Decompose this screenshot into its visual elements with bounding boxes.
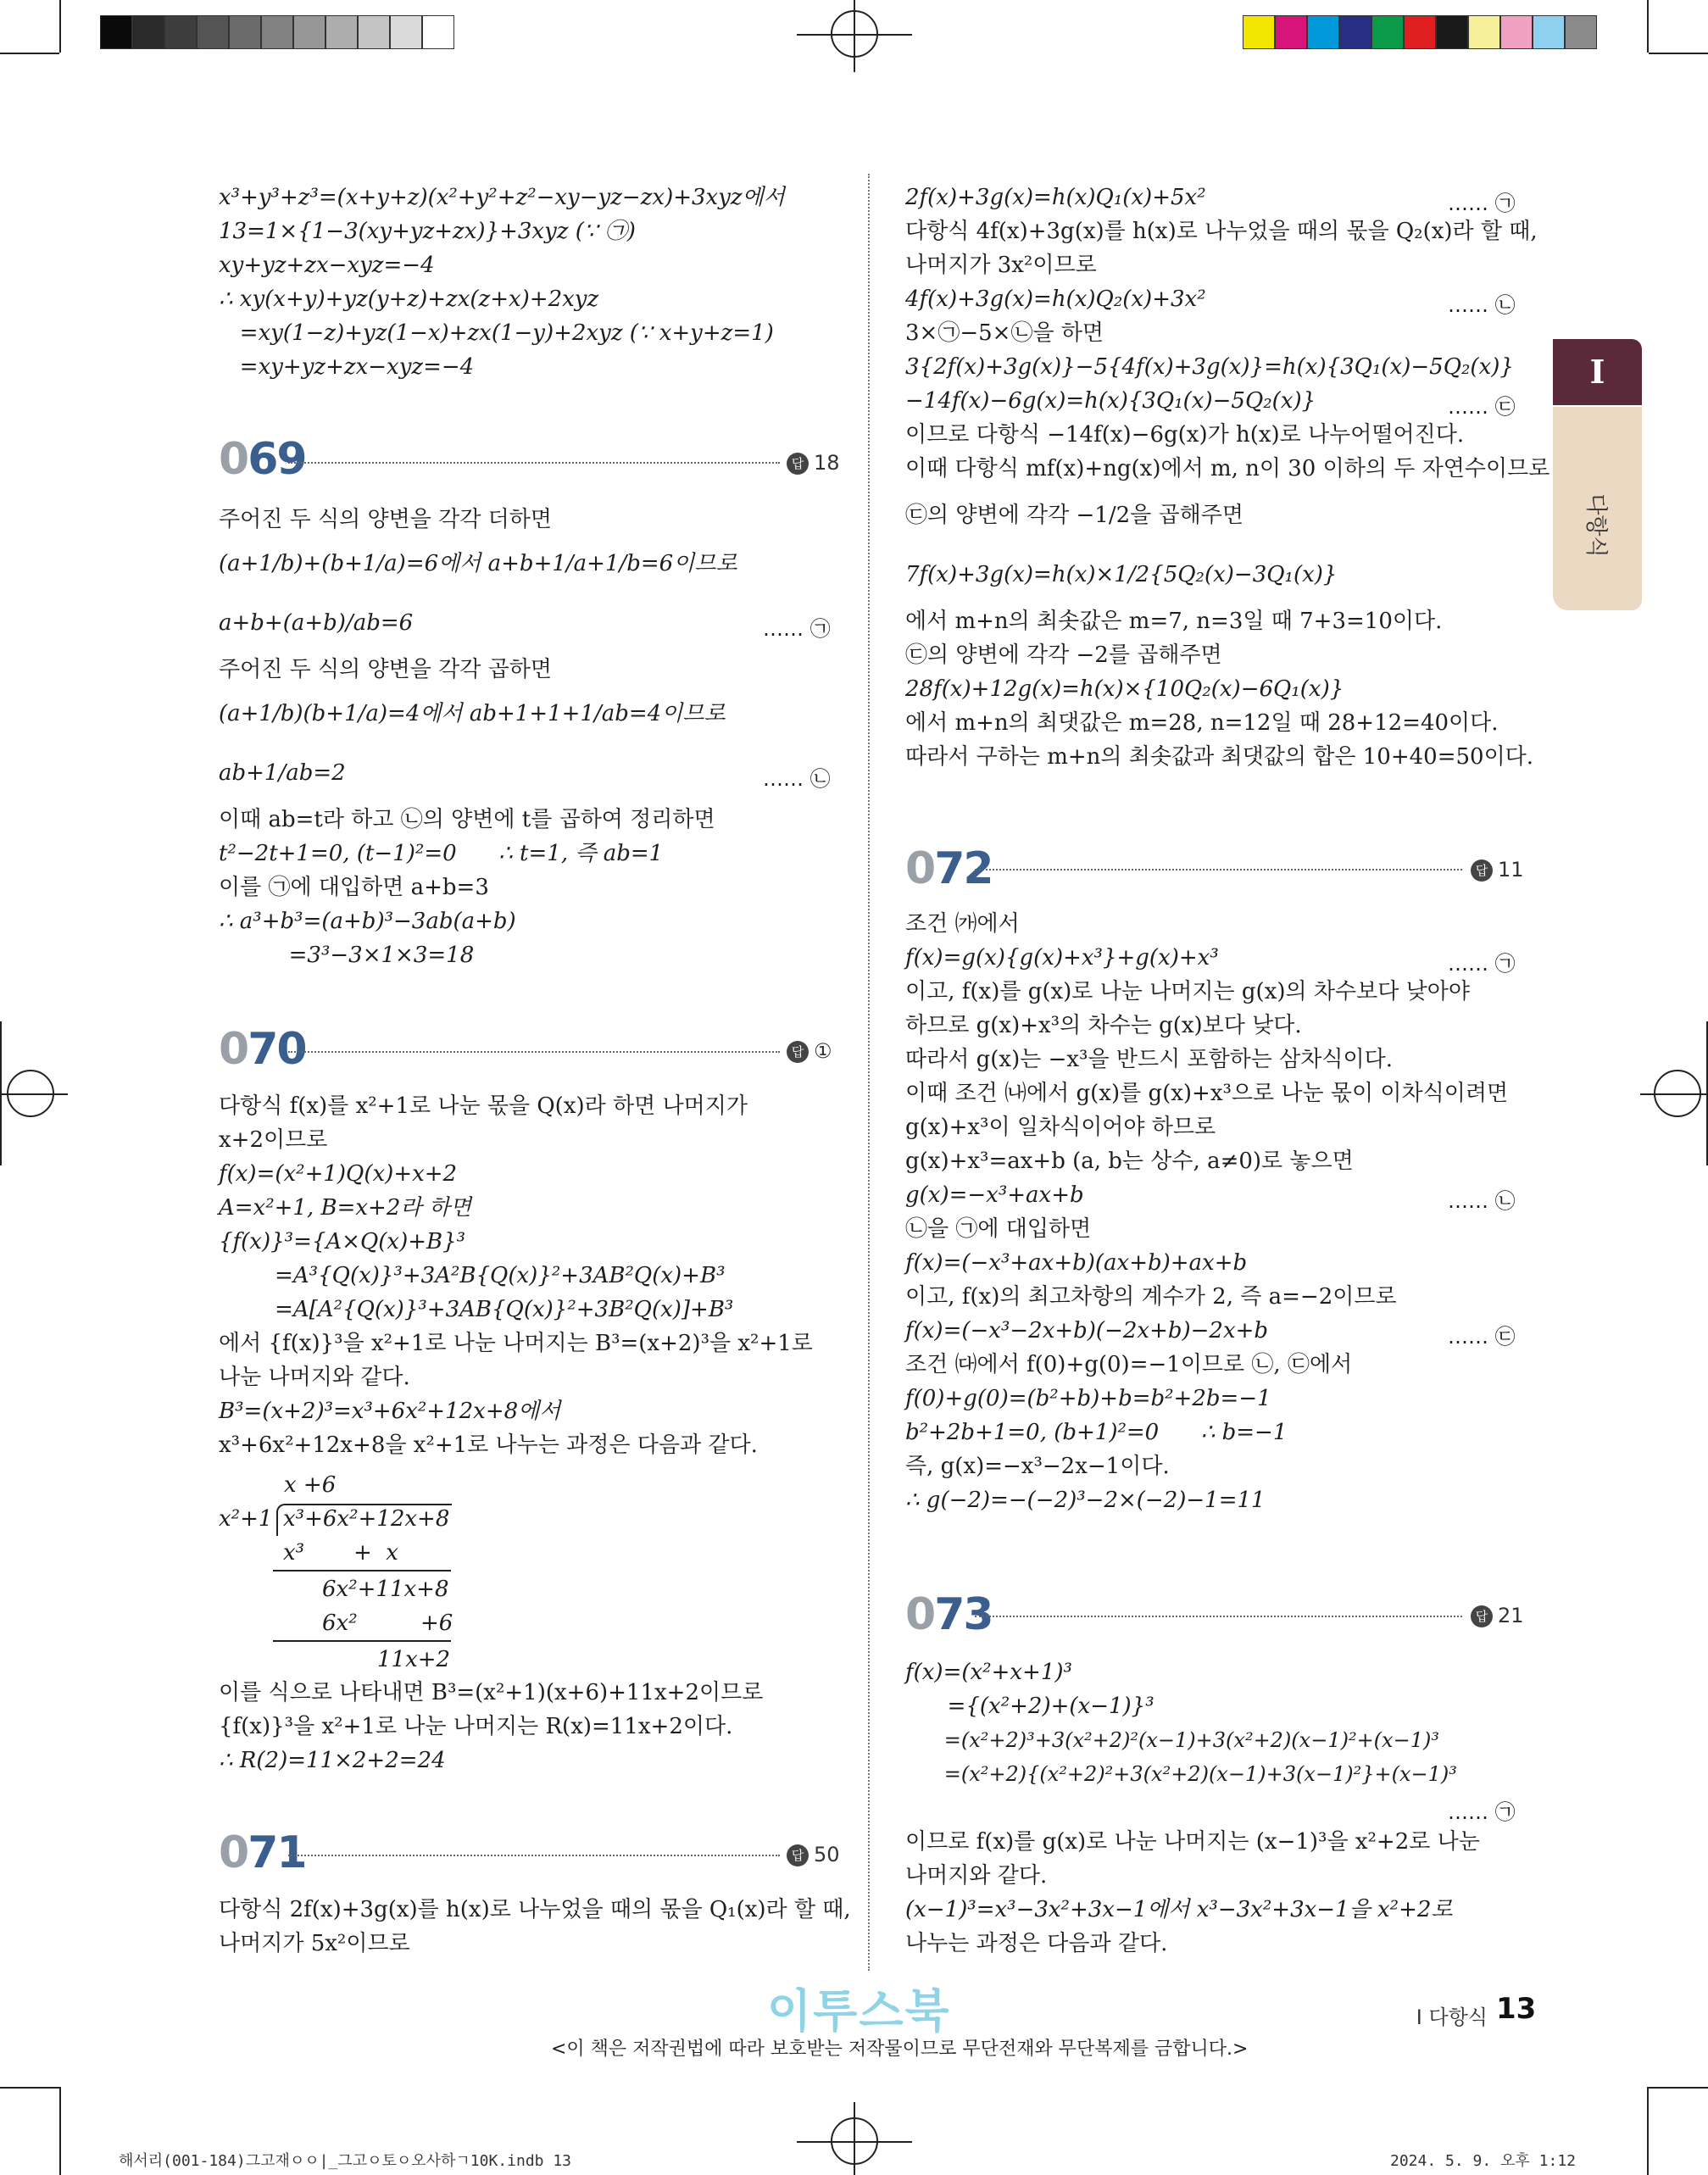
text-line: 다항식 4f(x)+3g(x)를 h(x)로 나누었을 때의 몫을 Q₂(x)라 할 때, [905, 219, 1538, 244]
equation-tag: …… ㉠ [1448, 1800, 1516, 1824]
equation-tag: …… ㉢ [1448, 395, 1516, 419]
text-line: −14f(x)−6g(x)=h(x){3Q₁(x)−5Q₂(x)} [905, 388, 1316, 414]
text-line: ㉢의 양변에 각각 −2를 곱해주면 [905, 642, 1222, 668]
text-line: 28f(x)+12g(x)=h(x)×{10Q₂(x)−6Q₁(x)} [905, 676, 1344, 702]
equation-tag: …… ㉠ [763, 617, 831, 641]
crop-mark [1647, 0, 1649, 53]
publisher-logo: 이투스북 [767, 1984, 951, 2038]
crop-mark [59, 0, 61, 53]
gray-swatch [358, 15, 390, 49]
text-line: 이므로 다항식 −14f(x)−6g(x)가 h(x)로 나누어떨어진다. [905, 422, 1465, 448]
text-line: =3³−3×1×3=18 [219, 943, 475, 968]
text-line: {f(x)}³을 x²+1로 나눈 나머지는 R(x)=11x+2이다. [219, 1714, 733, 1739]
text-line: 이때 ab=t라 하고 ㉡의 양변에 t를 곱하여 정리하면 [219, 807, 715, 832]
gray-swatch [325, 15, 358, 49]
text-line: ab+1/ab=2 [219, 760, 346, 786]
gray-swatch [229, 15, 261, 49]
equation-tag: …… ㉠ [1448, 192, 1516, 215]
gray-swatch [164, 15, 197, 49]
gray-swatch [261, 15, 293, 49]
text-line: 이를 식으로 나타내면 B³=(x²+1)(x+6)+11x+2이므로 [219, 1680, 764, 1705]
problem-number-070: 070 [219, 1024, 306, 1075]
division-rule [273, 1570, 451, 1571]
text-line: f(x)=(−x³−2x+b)(−2x+b)−2x+b [905, 1318, 1269, 1343]
text-line: 13=1×{1−3(xy+yz+zx)}+3xyz (∵ ㉠) [219, 219, 636, 244]
gray-swatch [132, 15, 164, 49]
color-swatch [1404, 15, 1436, 49]
text-line: A=x²+1, B=x+2라 하면 [219, 1195, 471, 1221]
answer-badge [787, 1039, 832, 1063]
division-dividend: x³+6x²+12x+8 [283, 1506, 450, 1532]
text-line: g(x)+x³이 일차식이어야 하므로 [905, 1115, 1216, 1140]
crop-mark [0, 2087, 59, 2089]
text-line: a+b+(a+b)/ab=6 [219, 610, 414, 636]
color-swatch [1339, 15, 1371, 49]
crop-mark [1649, 53, 1708, 54]
text-line: (x−1)³=x³−3x²+3x−1에서 x³−3x²+3x−1을 x²+2로 [905, 1897, 1453, 1922]
text-line: 나머지가 3x²이므로 [905, 253, 1097, 278]
text-line: g(x)=−x³+ax+b [905, 1182, 1084, 1208]
division-rule [273, 1640, 451, 1642]
copyright-notice: <이 책은 저작권법에 따라 보호받는 저작물이므로 무단전재와 무단복제를 금합니다.> [551, 2039, 1249, 2060]
text-line: g(x)+x³=ax+b (a, b는 상수, a≠0)로 놓으면 [905, 1149, 1354, 1174]
registration-cross [854, 2102, 855, 2175]
text-line: 2f(x)+3g(x)=h(x)Q₁(x)+5x² [905, 185, 1206, 210]
text-line: f(x)=(x²+1)Q(x)+x+2 [219, 1161, 458, 1187]
color-swatch [1275, 15, 1307, 49]
color-swatch [1243, 15, 1275, 49]
division-step: 6x² +6 [322, 1610, 453, 1636]
color-swatch [1371, 15, 1404, 49]
text-line: 나눈 나머지와 같다. [219, 1365, 410, 1390]
text-line: 이고, f(x)를 g(x)로 나눈 나머지는 g(x)의 차수보다 낮아야 [905, 979, 1470, 1004]
text-line: =xy+yz+zx−xyz=−4 [219, 354, 475, 380]
equation-tag: …… ㉠ [1448, 952, 1516, 976]
equation-tag: …… ㉡ [763, 767, 831, 791]
answer-badge [1471, 858, 1524, 882]
text-line: 3{2f(x)+3g(x)}−5{4f(x)+3g(x)}=h(x){3Q₁(x)−5Q₂(x)} [905, 354, 1514, 380]
dotted-leader [288, 1855, 780, 1856]
division-quotient: x +6 [284, 1472, 337, 1498]
answer-badge [787, 1843, 840, 1866]
gray-swatch [390, 15, 422, 49]
text-line: f(x)=(−x³+ax+b)(ax+b)+ax+b [905, 1250, 1248, 1276]
crop-mark [1649, 2087, 1708, 2089]
registration-cross [0, 1093, 68, 1095]
chapter-tab-label: 다항식 [1583, 493, 1609, 558]
text-line: 이를 ㉠에 대입하면 a+b=3 [219, 875, 489, 900]
text-line: 조건 ㈎에서 [905, 911, 1020, 937]
answer-value: 21 [1498, 1604, 1524, 1627]
text-line: ={(x²+2)+(x−1)}³ [905, 1694, 1154, 1719]
problem-number-069: 069 [219, 434, 306, 485]
dotted-leader [975, 1616, 1462, 1617]
color-swatch [1468, 15, 1500, 49]
column-divider [868, 174, 870, 1971]
text-line: 나누는 과정은 다음과 같다. [905, 1931, 1168, 1956]
text-line: {f(x)}³={A×Q(x)+B}³ [219, 1229, 466, 1254]
text-line: ∴ xy(x+y)+yz(y+z)+zx(z+x)+2xyz [219, 286, 599, 312]
color-swatch [1565, 15, 1597, 49]
chapter-tab-roman: I [1553, 339, 1642, 405]
dotted-leader [975, 869, 1462, 871]
text-line: x³+y³+z³=(x+y+z)(x²+y²+z²−xy−yz−zx)+3xyz에서 [219, 185, 785, 210]
text-line: 주어진 두 식의 양변을 각각 더하면 [219, 507, 552, 532]
division-divisor: x²+1 [219, 1506, 273, 1532]
text-line: xy+yz+zx−xyz=−4 [219, 253, 435, 278]
text-line: =(x²+2){(x²+2)²+3(x²+2)(x−1)+3(x−1)²}+(x−1)³ [905, 1762, 1457, 1786]
text-line: (a+1/b)+(b+1/a)=6에서 a+b+1/a+1/b=6이므로 [219, 551, 737, 576]
gray-swatch [422, 15, 454, 49]
answer-badge [787, 451, 840, 475]
text-line: ∴ g(−2)=−(−2)³−2×(−2)−1=11 [905, 1488, 1266, 1513]
gray-swatch [293, 15, 325, 49]
text-line: 나머지와 같다. [905, 1863, 1048, 1889]
gray-swatch [197, 15, 229, 49]
text-line: ∴ a³+b³=(a+b)³−3ab(a+b) [219, 909, 516, 934]
equation-tag: …… ㉡ [1448, 1189, 1516, 1213]
crop-mark [0, 53, 59, 54]
text-line: 4f(x)+3g(x)=h(x)Q₂(x)+3x² [905, 286, 1206, 312]
text-line: 주어진 두 식의 양변을 각각 곱하면 [219, 657, 552, 682]
text-line: 이때 조건 ㈏에서 g(x)를 g(x)+x³으로 나눈 몫이 이차식이려면 [905, 1081, 1509, 1106]
answer-icon: 답 [787, 1844, 809, 1866]
text-line: =A³{Q(x)}³+3A²B{Q(x)}²+3AB²Q(x)+B³ [219, 1263, 726, 1288]
registration-cross [1640, 1093, 1708, 1095]
color-swatch [1307, 15, 1339, 49]
equation-tag: …… ㉢ [1448, 1325, 1516, 1349]
answer-icon: 답 [1471, 859, 1493, 882]
answer-icon: 답 [787, 453, 809, 475]
text-line: 3×㉠−5×㉡을 하면 [905, 320, 1104, 346]
crop-mark [1647, 2087, 1649, 2175]
print-slug-date: 2024. 5. 9. 오후 1:12 [1390, 2152, 1577, 2170]
division-remainder: 11x+2 [377, 1647, 451, 1672]
text-line: 이고, f(x)의 최고차항의 계수가 2, 즉 a=−2이므로 [905, 1284, 1397, 1310]
text-line: (a+1/b)(b+1/a)=4에서 ab+1+1+1/ab=4이므로 [219, 701, 726, 726]
text-line: f(x)=(x²+x+1)³ [905, 1660, 1072, 1685]
color-swatch [1500, 15, 1533, 49]
text-line: 에서 m+n의 최솟값은 m=7, n=3일 때 7+3=10이다. [905, 609, 1443, 634]
crop-mark [59, 2087, 61, 2175]
text-line: 즉, g(x)=−x³−2x−1이다. [905, 1454, 1170, 1479]
text-line: t²−2t+1=0, (t−1)²=0 ∴ t=1, 즉 ab=1 [219, 841, 664, 866]
text-line: 에서 m+n의 최댓값은 m=28, n=12일 때 28+12=40이다. [905, 710, 1499, 736]
problem-number-072: 072 [905, 843, 993, 894]
text-line: b²+2b+1=0, (b+1)²=0 ∴ b=−1 [905, 1420, 1288, 1445]
text-line: ∴ R(2)=11×2+2=24 [219, 1748, 446, 1773]
text-line: ㉡을 ㉠에 대입하면 [905, 1216, 1092, 1242]
text-line: 이때 다항식 mf(x)+ng(x)에서 m, n이 30 이하의 두 자연수이므로 [905, 456, 1550, 481]
answer-icon: 답 [787, 1041, 809, 1063]
answer-value: ① [814, 1039, 832, 1063]
registration-cross [854, 0, 855, 72]
text-line: 다항식 f(x)를 x²+1로 나눈 몫을 Q(x)라 하면 나머지가 [219, 1093, 748, 1119]
text-line: B³=(x+2)³=x³+6x²+12x+8에서 [219, 1399, 561, 1424]
text-line: =xy(1−z)+yz(1−x)+zx(1−y)+2xyz (∵ x+y+z=1) [219, 320, 774, 346]
section-label: I 다항식 [1416, 2005, 1488, 2029]
answer-icon: 답 [1471, 1605, 1493, 1627]
text-line: 따라서 구하는 m+n의 최솟값과 최댓값의 합은 10+40=50이다. [905, 744, 1534, 770]
text-line: 나머지가 5x²이므로 [219, 1931, 410, 1956]
print-slug-file: 해서리(001-184)그고재ㅇㅇ|_그고ㅇ토ㅇ오사하ㄱ10K.indb 13 [119, 2152, 572, 2170]
problem-number-071: 071 [219, 1827, 306, 1878]
division-step: x³ + x [283, 1540, 398, 1566]
text-line: 하므로 g(x)+x³의 차수는 g(x)보다 낮다. [905, 1013, 1302, 1038]
text-line: x³+6x²+12x+8을 x²+1로 나누는 과정은 다음과 같다. [219, 1432, 758, 1458]
color-swatch [1533, 15, 1565, 49]
text-line: =(x²+2)³+3(x²+2)²(x−1)+3(x²+2)(x−1)²+(x−1)³ [905, 1728, 1439, 1752]
dotted-leader [288, 1051, 780, 1053]
gray-swatch [100, 15, 132, 49]
answer-value: 11 [1498, 858, 1524, 882]
text-line: 7f(x)+3g(x)=h(x)×1/2{5Q₂(x)−3Q₁(x)} [905, 562, 1338, 587]
page-number: 13 [1496, 1992, 1537, 2026]
answer-value: 50 [814, 1843, 840, 1866]
answer-badge [1471, 1604, 1524, 1627]
text-line: 이므로 f(x)를 g(x)로 나눈 나머지는 (x−1)³을 x²+2로 나눈 [905, 1829, 1480, 1855]
text-line: 에서 {f(x)}³을 x²+1로 나눈 나머지는 B³=(x+2)³을 x²+1로 [219, 1331, 813, 1356]
text-line: =A[A²{Q(x)}³+3AB{Q(x)}²+3B²Q(x)]+B³ [219, 1297, 734, 1322]
answer-value: 18 [814, 451, 840, 475]
text-line: 다항식 2f(x)+3g(x)를 h(x)로 나누었을 때의 몫을 Q₁(x)라 할 때, [219, 1897, 851, 1922]
color-swatch [1436, 15, 1468, 49]
text-line: f(x)=g(x){g(x)+x³}+g(x)+x³ [905, 945, 1219, 971]
text-line: ㉢의 양변에 각각 −1/2을 곱해주면 [905, 503, 1243, 528]
text-line: f(0)+g(0)=(b²+b)+b=b²+2b=−1 [905, 1386, 1271, 1411]
text-line: x+2이므로 [219, 1127, 328, 1153]
problem-number-073: 073 [905, 1589, 993, 1640]
equation-tag: …… ㉡ [1448, 293, 1516, 317]
dotted-leader [288, 462, 780, 464]
text-line: 따라서 g(x)는 −x³을 반드시 포함하는 삼차식이다. [905, 1047, 1394, 1072]
text-line: 조건 ㈐에서 f(0)+g(0)=−1이므로 ㉡, ㉢에서 [905, 1352, 1353, 1377]
division-remainder: 6x²+11x+8 [322, 1577, 449, 1602]
